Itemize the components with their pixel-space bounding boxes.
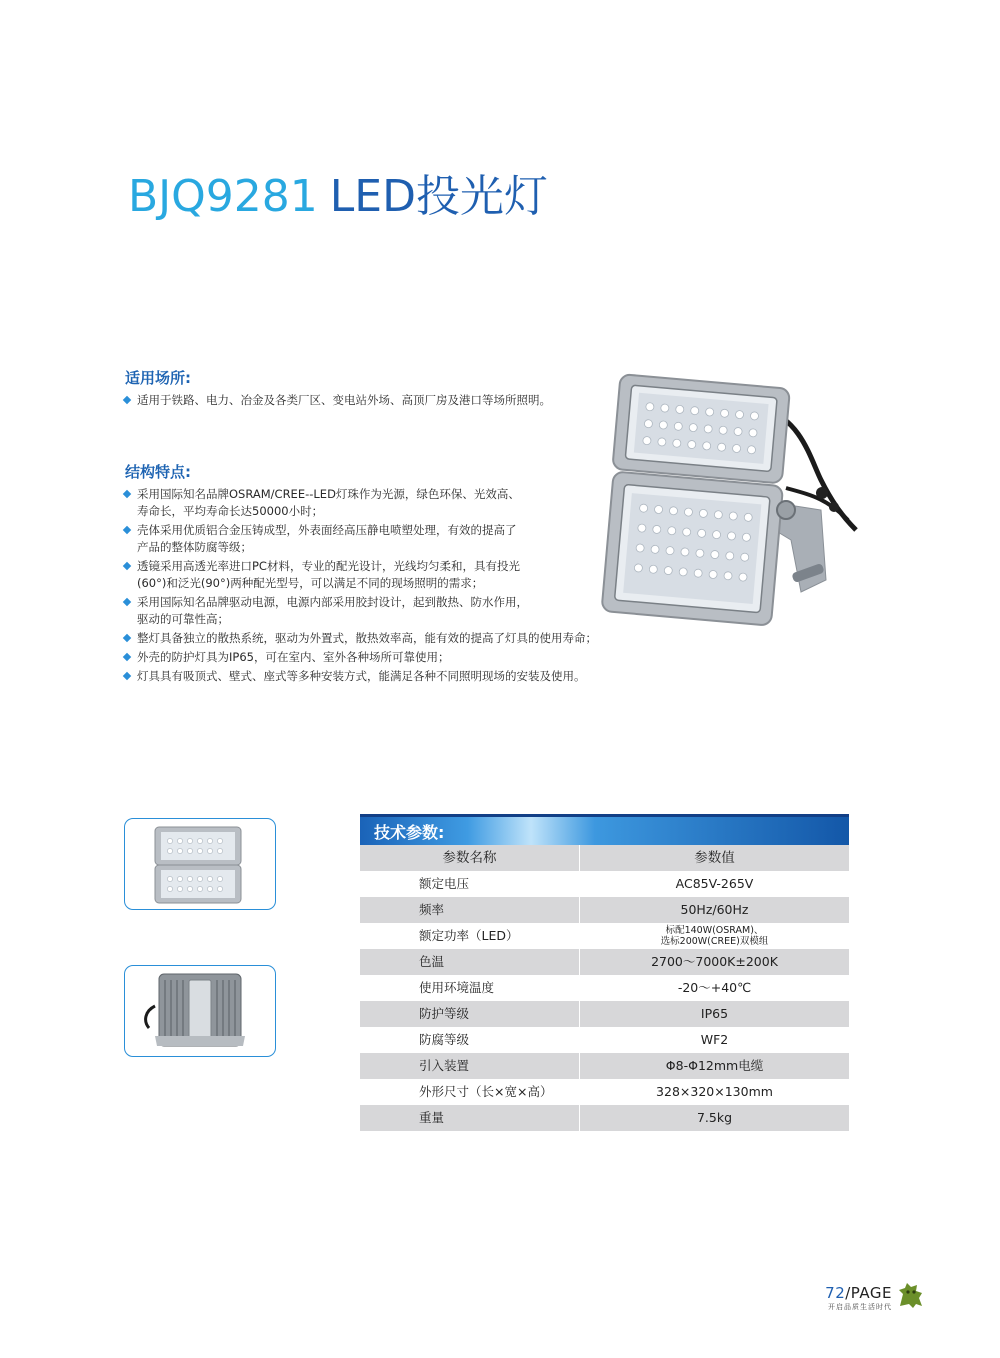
product-name: LED投光灯 (329, 171, 548, 222)
col-header-name: 参数名称 (360, 845, 580, 871)
bullet-icon (123, 490, 131, 498)
bullet-icon (123, 672, 131, 680)
table-row: 色温 2700～7000K±200K (360, 949, 849, 975)
table-row: 额定功率（LED） 标配140W(OSRAM)、 选标200W(CREE)双模组 (360, 923, 849, 949)
feature-item: 整灯具备独立的散热系统，驱动为外置式，散热效率高，能有效的提高了灯具的使用寿命； (124, 630, 597, 647)
feature-item: 灯具具有吸顶式、壁式、座式等多种安装方式，能满足各种不同照明现场的安装及使用。 (124, 668, 597, 685)
table-row: 额定电压 AC85V-265V (360, 871, 849, 897)
page-title (128, 160, 548, 224)
model-number: BJQ9281 (128, 171, 318, 222)
thumbnail-back-view (124, 965, 276, 1057)
thumbnail-front-view (124, 818, 276, 910)
bullet-icon (123, 598, 131, 606)
footer-slogan: 开启品质生活时代 (828, 1303, 892, 1311)
application-heading: 适用场所: (125, 369, 191, 387)
tech-params-header-bar (360, 814, 849, 845)
bullet-icon (123, 562, 131, 570)
bullet-icon (123, 653, 131, 661)
bullet-icon (123, 396, 131, 404)
features-heading: 结构特点: (125, 463, 191, 481)
table-row: 频率 50Hz/60Hz (360, 897, 849, 923)
tech-params-heading: 技术参数: (374, 823, 445, 842)
features-list (124, 486, 597, 687)
col-header-value: 参数值 (694, 850, 735, 866)
floodlight-product-image (586, 370, 876, 630)
table-row: 使用环境温度 -20～+40℃ (360, 975, 849, 1001)
brand-logo-icon (897, 1280, 925, 1310)
application-item: 适用于铁路、电力、冶金及各类厂区、变电站外场、高顶厂房及港口等场所照明。 (124, 392, 551, 409)
feature-item: 外壳的防护灯具为IP65，可在室内、室外各种场所可靠使用； (124, 649, 597, 666)
bullet-icon (123, 526, 131, 534)
page-number: 72/PAGE (825, 1284, 892, 1302)
feature-item: 采用国际知名品牌驱动电源，电源内部采用胶封设计，起到散热、防水作用， 驱动的可靠性高； (124, 594, 597, 628)
bullet-icon (123, 634, 131, 642)
power-value: 标配140W(OSRAM)、 选标200W(CREE)双模组 (660, 925, 769, 947)
table-row: 重量 7.5kg (360, 1105, 849, 1131)
table-header-row (360, 845, 849, 871)
feature-item: 透镜采用高透光率进口PC材料，专业的配光设计，光线均匀柔和，具有投光 (60°)和泛光(90°)两种配光型号，可以满足不同的现场照明的需求； (124, 558, 597, 592)
table-row: 引入装置 Φ8-Φ12mm电缆 (360, 1053, 849, 1079)
table-row: 防腐等级 WF2 (360, 1027, 849, 1053)
feature-item: 采用国际知名品牌OSRAM/CREE--LED灯珠作为光源，绿色环保、光效高、 寿命长，平均寿命长达50000小时； (124, 486, 597, 520)
table-row: 防护等级 IP65 (360, 1001, 849, 1027)
table-row: 外形尺寸（长×宽×高） 328×320×130mm (360, 1079, 849, 1105)
tech-params-table (360, 814, 849, 1131)
application-list (124, 392, 551, 411)
page-footer (825, 1284, 892, 1312)
feature-item: 壳体采用优质铝合金压铸成型，外表面经高压静电喷塑处理，有效的提高了 产品的整体防腐等级； (124, 522, 597, 556)
